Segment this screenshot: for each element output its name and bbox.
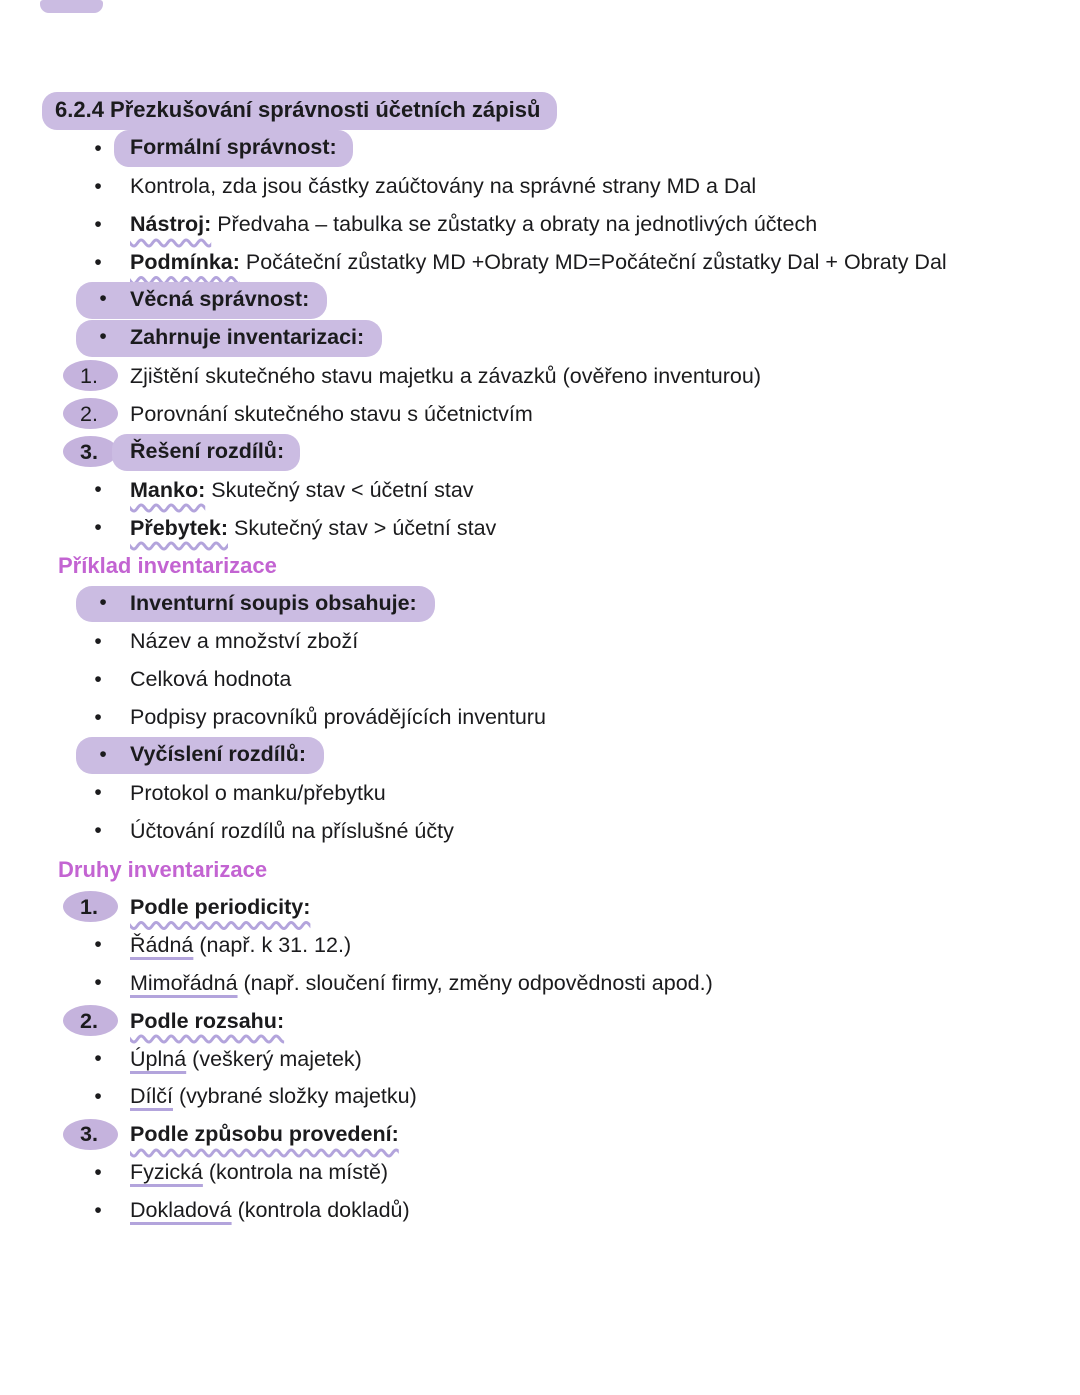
line-rest: Skutečný stav < účetní stav (205, 477, 474, 502)
line-text: Protokol o manku/přebytku (130, 781, 386, 806)
numbered-row (0, 888, 1080, 926)
term-label: Přebytek: (130, 515, 228, 540)
bullet-icon: • (99, 325, 107, 349)
line-text: Podle způsobu provedení: (130, 1122, 399, 1147)
bullet-icon: • (94, 971, 102, 995)
pink-row (0, 547, 1080, 585)
bullet-row (0, 926, 1080, 964)
pink-row (0, 850, 1080, 888)
numbered-row (0, 433, 1080, 471)
bullet-row (0, 1040, 1080, 1078)
bullet-pill-in-row (0, 282, 1080, 320)
bullet-pill-in-row (0, 585, 1080, 623)
number-label: 2. (80, 1008, 98, 1033)
line-rest: (kontrola dokladů) (231, 1198, 410, 1223)
bullet-icon: • (94, 819, 102, 843)
highlight-pill (76, 737, 324, 774)
bullet-row (0, 1154, 1080, 1192)
line-rest: (kontrola na místě) (202, 1160, 389, 1185)
line-rest: (veškerý majetek) (186, 1046, 362, 1071)
bullet-icon: • (94, 478, 102, 502)
term-label: Dokladová (130, 1198, 232, 1223)
term-label: Úplná (130, 1046, 187, 1071)
line-text: Kontrola, zda jsou částky zaúčtovány na správné strany MD a Dal (130, 174, 757, 199)
bullet-icon: • (94, 1084, 102, 1108)
line-text (130, 932, 351, 959)
highlight-pill: Formální správnost: (114, 130, 353, 167)
term-label: Dílčí (130, 1084, 173, 1109)
line-text (130, 249, 947, 276)
numbered-row (0, 357, 1080, 395)
numbered-row (0, 1002, 1080, 1040)
bullet-icon: • (94, 250, 102, 274)
bullet-pill-out-row (0, 130, 1080, 168)
numbered-row (0, 395, 1080, 433)
bullet-pill-in-row (0, 737, 1080, 775)
bullet-icon: • (94, 933, 102, 957)
bullet-row (0, 813, 1080, 851)
bullet-row (0, 699, 1080, 737)
number-label: 1. (80, 363, 98, 388)
line-text: Název a množství zboží (130, 629, 359, 654)
number-label: 3. (80, 439, 98, 464)
line-text (130, 211, 817, 238)
bullet-icon: • (94, 705, 102, 729)
bullet-icon: • (94, 1160, 102, 1184)
number-label: 1. (80, 894, 98, 919)
line-text (130, 1197, 410, 1224)
line-text (130, 477, 474, 504)
line-text: Podle periodicity: (130, 894, 311, 919)
section-heading: Příklad inventarizace (58, 553, 277, 579)
pill-text: Vyčíslení rozdílů: (130, 742, 307, 767)
line-rest: Počáteční zůstatky MD +Obraty MD=Počáteční zůstatky Dal + Obraty Dal (239, 250, 947, 275)
bullet-row (0, 509, 1080, 547)
bullet-icon: • (99, 590, 107, 614)
page-title: 6.2.4 Přezkušování správnosti účetních zápisů (42, 92, 557, 130)
term-label: Fyzická (130, 1160, 203, 1185)
bullet-row (0, 471, 1080, 509)
line-text: Celková hodnota (130, 667, 292, 692)
document-lines (0, 92, 1080, 1230)
bullet-icon: • (94, 515, 102, 539)
line-text (130, 1159, 388, 1186)
line-rest: (např. k 31. 12.) (193, 932, 352, 957)
highlight-pill (76, 586, 435, 623)
number-label: 3. (80, 1122, 98, 1147)
bullet-icon: • (94, 781, 102, 805)
bullet-icon: • (99, 287, 107, 311)
line-text: Podpisy pracovníků provádějících inventuru (130, 705, 546, 730)
line-rest: (např. sloučení firmy, změny odpovědnosti apod.) (237, 970, 713, 995)
bullet-row (0, 623, 1080, 661)
bullet-row (0, 1192, 1080, 1230)
bullet-pill-in-row (0, 320, 1080, 358)
term-label: Nástroj: (130, 212, 212, 237)
bullet-row (0, 661, 1080, 699)
highlight-pill (76, 320, 382, 357)
bullet-icon: • (94, 1198, 102, 1222)
section-heading: Druhy inventarizace (58, 856, 268, 882)
page-top-highlight-fragment (40, 0, 103, 13)
bullet-icon: • (94, 136, 102, 160)
title-row (0, 92, 1080, 130)
bullet-icon: • (94, 1046, 102, 1070)
pill-text: Zahrnuje inventarizaci: (130, 325, 365, 350)
bullet-row (0, 775, 1080, 813)
term-label: Podmínka: (130, 250, 240, 275)
term-label: Manko: (130, 477, 206, 502)
line-text (130, 1046, 362, 1073)
term-label: Řádná (130, 932, 194, 957)
bullet-icon: • (94, 629, 102, 653)
bullet-icon: • (94, 667, 102, 691)
bullet-row (0, 244, 1080, 282)
numbered-row (0, 1116, 1080, 1154)
bullet-row (0, 206, 1080, 244)
line-text: Porovnání skutečného stavu s účetnictvím (130, 401, 533, 426)
pill-text: Věcná správnost: (130, 287, 310, 312)
bullet-row (0, 168, 1080, 206)
highlight-pill: Řešení rozdílů: (112, 434, 300, 471)
line-text (130, 1083, 417, 1110)
line-rest: Skutečný stav > účetní stav (228, 515, 497, 540)
line-rest: Předvaha – tabulka se zůstatky a obraty na jednotlivých účtech (211, 212, 818, 237)
pill-text: Inventurní soupis obsahuje: (130, 590, 417, 615)
bullet-icon: • (99, 742, 107, 766)
line-text: Účtování rozdílů na příslušné účty (130, 819, 454, 844)
bullet-row (0, 1078, 1080, 1116)
line-rest: (vybrané složky majetku) (173, 1084, 417, 1109)
bullet-icon: • (94, 174, 102, 198)
line-text (130, 515, 496, 542)
highlight-pill (76, 282, 327, 319)
bullet-row (0, 964, 1080, 1002)
line-text: Zjištění skutečného stavu majetku a závazků (ověřeno inventurou) (130, 363, 761, 388)
term-label: Mimořádná (130, 970, 238, 995)
line-text: Podle rozsahu: (130, 1008, 285, 1033)
bullet-icon: • (94, 212, 102, 236)
number-label: 2. (80, 401, 98, 426)
line-text (130, 970, 713, 997)
